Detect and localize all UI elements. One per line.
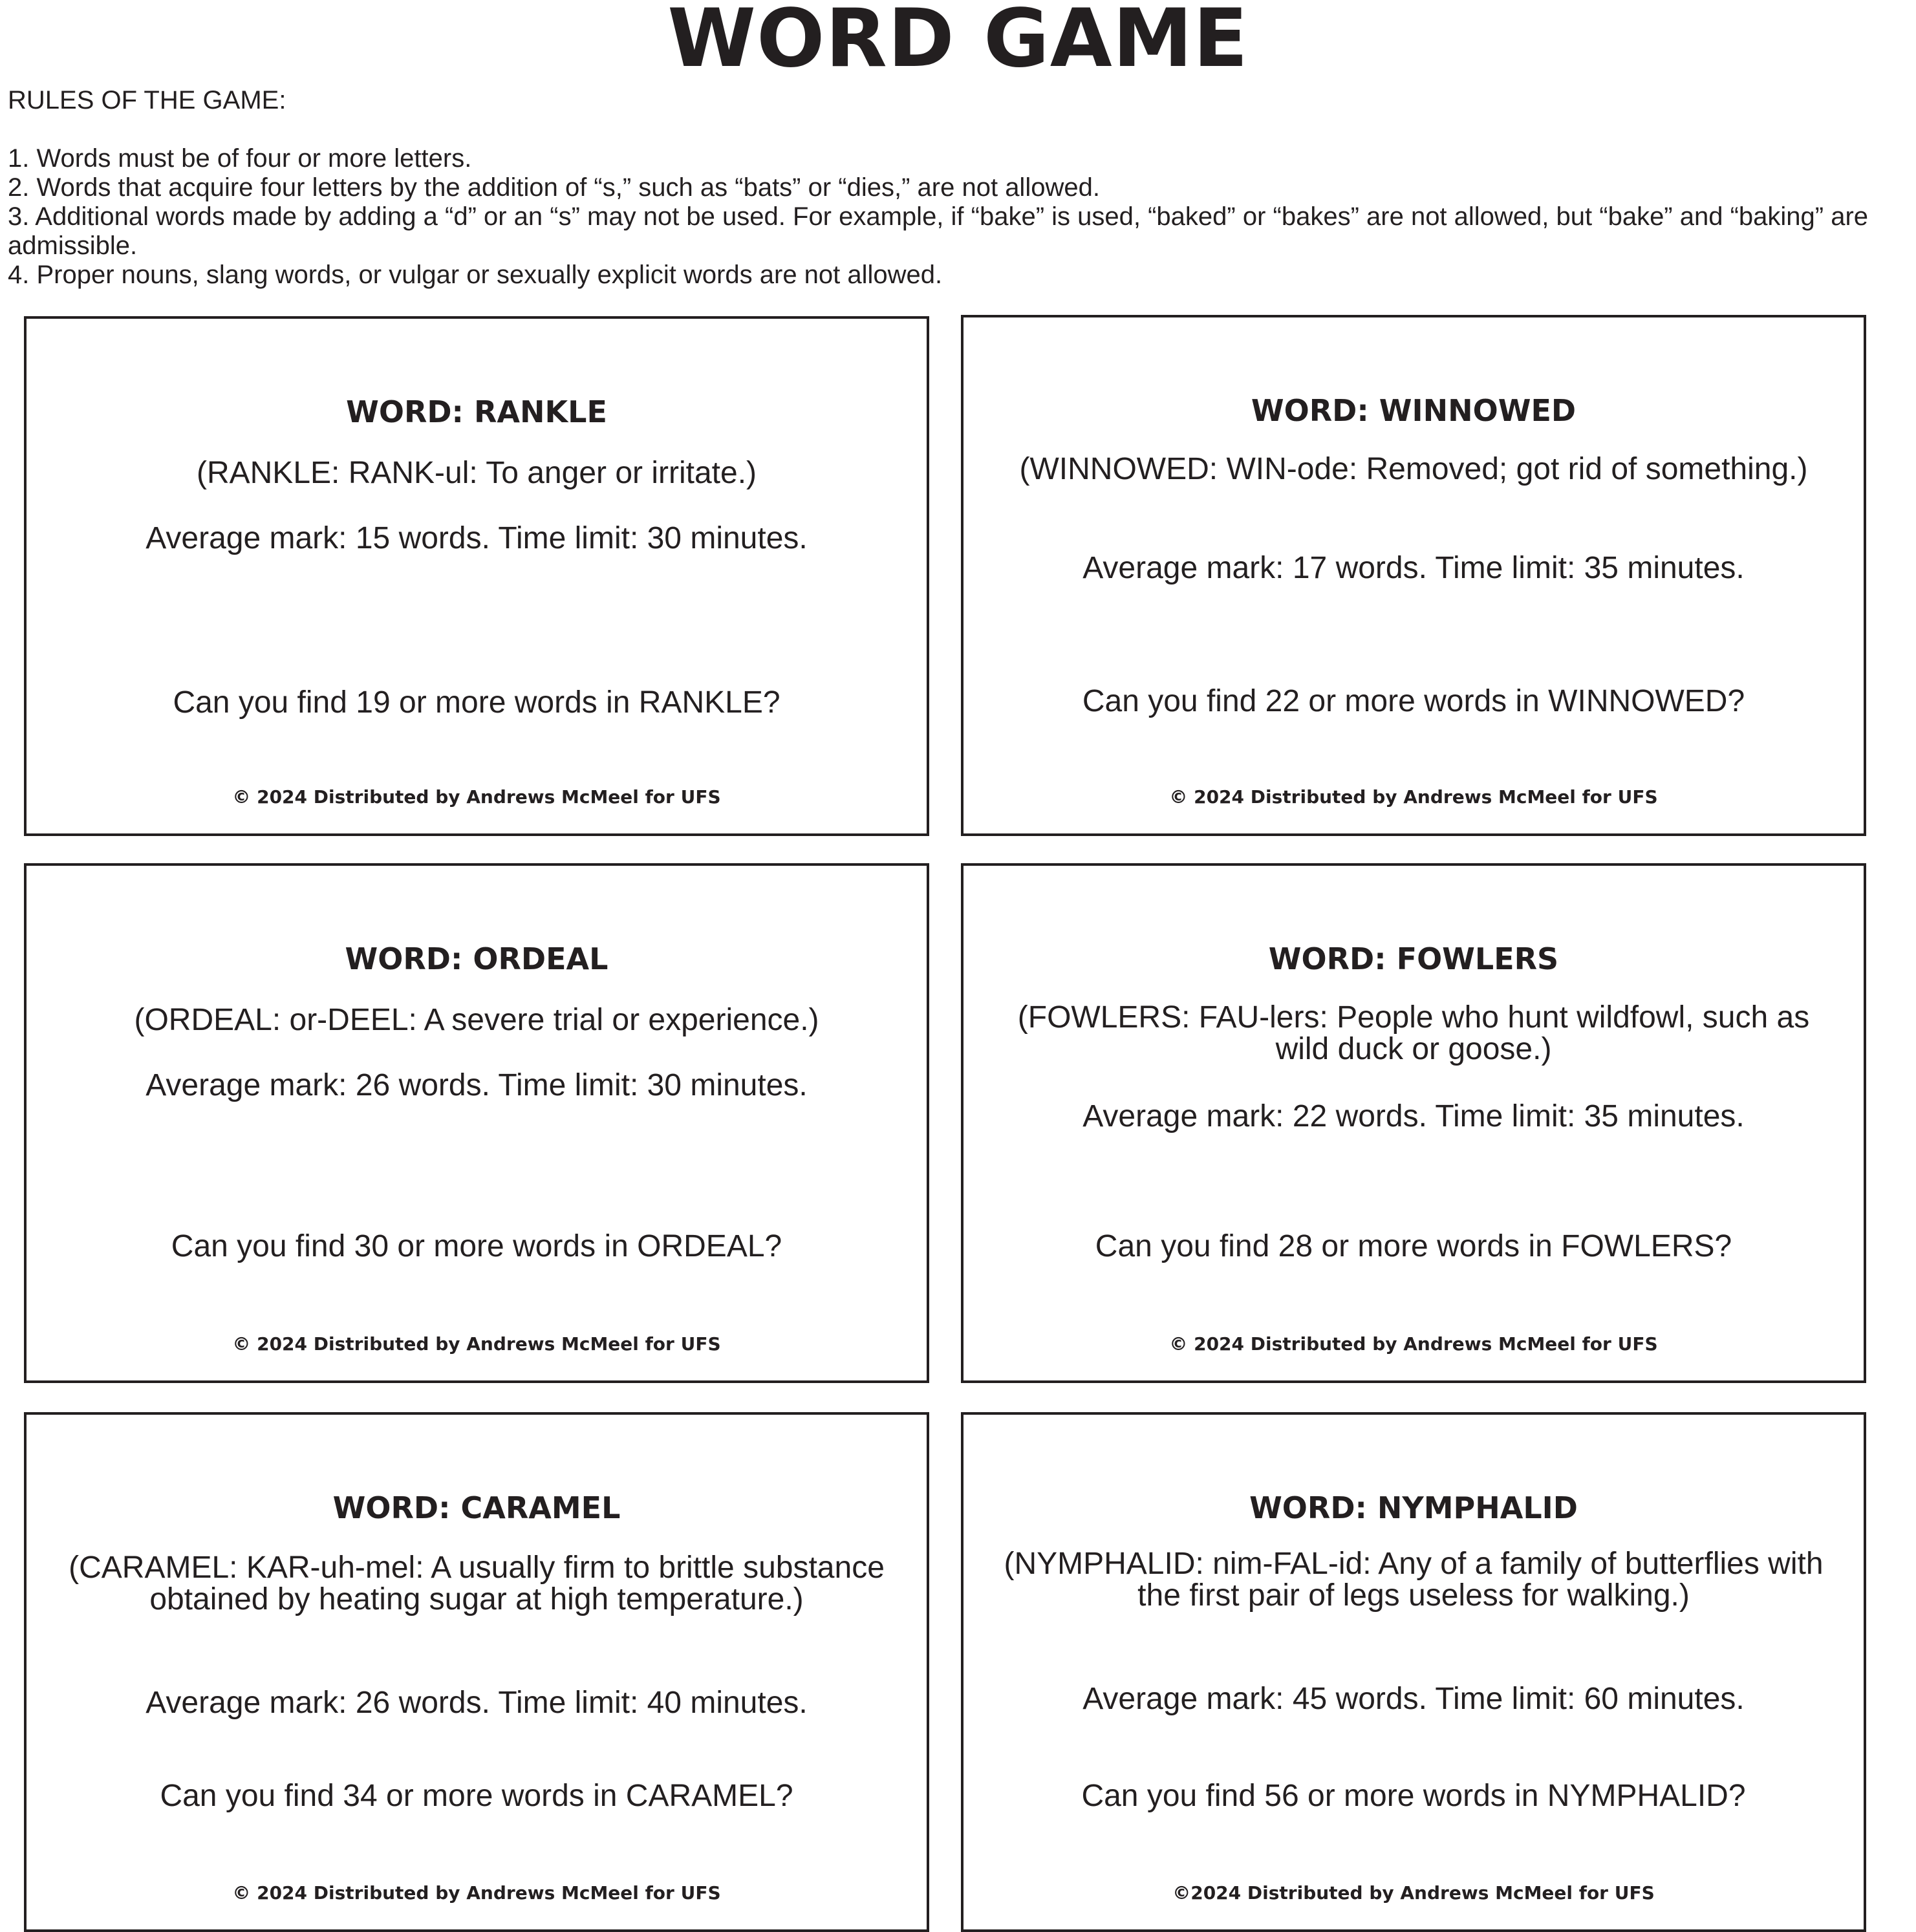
card-challenge: Can you find 30 or more words in ORDEAL? xyxy=(171,1229,782,1263)
card-challenge: Can you find 19 or more words in RANKLE? xyxy=(173,685,780,720)
puzzle-card-fowlers xyxy=(961,863,1866,1383)
card-challenge: Can you find 56 or more words in NYMPHALID? xyxy=(1081,1779,1746,1813)
rule-item: 4. Proper nouns, slang words, or vulgar or sexually explicit words are not allowed. xyxy=(8,261,943,289)
card-average-mark: Average mark: 26 words. Time limit: 40 minutes. xyxy=(145,1686,808,1720)
card-challenge: Can you find 22 or more words in WINNOWED? xyxy=(1082,684,1745,718)
card-definition: (FOWLERS: FAU-lers: People who hunt wildfowl, such as wild duck or goose.) xyxy=(1017,1000,1810,1066)
card-challenge: Can you find 34 or more words in CARAMEL? xyxy=(160,1779,793,1813)
card-average-mark: Average mark: 15 words. Time limit: 30 minutes. xyxy=(145,521,808,555)
card-word-heading: WORD: NYMPHALID xyxy=(1249,1490,1578,1525)
card-copyright: ©2024 Distributed by Andrews McMeel for UFS xyxy=(1172,1882,1655,1904)
card-copyright: © 2024 Distributed by Andrews McMeel for UFS xyxy=(1169,786,1658,808)
rule-item: 1. Words must be of four or more letters. xyxy=(8,144,472,173)
rules-list xyxy=(8,144,1909,290)
card-average-mark: Average mark: 22 words. Time limit: 35 minutes. xyxy=(1082,1099,1745,1133)
card-copyright: © 2024 Distributed by Andrews McMeel for UFS xyxy=(232,1882,721,1904)
card-definition: (ORDEAL: or-DEEL: A severe trial or experience.) xyxy=(134,1003,819,1037)
rule-item: 2. Words that acquire four letters by the addition of “s,” such as “bats” or “dies,” are not allowed. xyxy=(8,173,1100,202)
rules-heading: RULES OF THE GAME: xyxy=(8,86,286,114)
card-definition: (WINNOWED: WIN-ode: Removed; got rid of something.) xyxy=(1019,452,1808,486)
card-challenge: Can you find 28 or more words in FOWLERS? xyxy=(1095,1229,1732,1263)
puzzle-card-winnowed xyxy=(961,315,1866,836)
puzzle-card-rankle xyxy=(24,316,929,836)
card-copyright: © 2024 Distributed by Andrews McMeel for UFS xyxy=(232,1333,721,1355)
card-word-heading: WORD: ORDEAL xyxy=(345,941,608,976)
puzzle-card-ordeal xyxy=(24,863,929,1383)
page-title: WORD GAME xyxy=(667,0,1249,85)
rules-section xyxy=(8,86,1909,290)
card-average-mark: Average mark: 45 words. Time limit: 60 minutes. xyxy=(1082,1682,1745,1716)
puzzle-card-caramel xyxy=(24,1412,929,1932)
card-word-heading: WORD: WINNOWED xyxy=(1251,393,1577,428)
rule-item: 3. Additional words made by adding a “d” or an “s” may not be used. For example, if “bake” is used, “baked” or “bakes” are not allowed, but “bake” and “baking” are admissible. xyxy=(8,202,1869,260)
card-average-mark: Average mark: 26 words. Time limit: 30 minutes. xyxy=(145,1068,808,1102)
card-copyright: © 2024 Distributed by Andrews McMeel for UFS xyxy=(232,786,721,808)
card-definition: (NYMPHALID: nim-FAL-id: Any of a family of butterflies with the first pair of legs useless for walking.) xyxy=(1004,1547,1824,1613)
card-copyright: © 2024 Distributed by Andrews McMeel for UFS xyxy=(1169,1333,1658,1355)
card-word-heading: WORD: FOWLERS xyxy=(1268,941,1559,976)
card-definition: (RANKLE: RANK-ul: To anger or irritate.) xyxy=(196,456,757,490)
card-average-mark: Average mark: 17 words. Time limit: 35 minutes. xyxy=(1082,551,1745,585)
card-word-heading: WORD: RANKLE xyxy=(346,394,607,429)
puzzle-card-nymphalid xyxy=(961,1412,1866,1932)
card-word-heading: WORD: CARAMEL xyxy=(332,1490,621,1525)
card-definition: (CARAMEL: KAR-uh-mel: A usually firm to brittle substance obtained by heating sugar at high temperature.) xyxy=(69,1551,885,1616)
